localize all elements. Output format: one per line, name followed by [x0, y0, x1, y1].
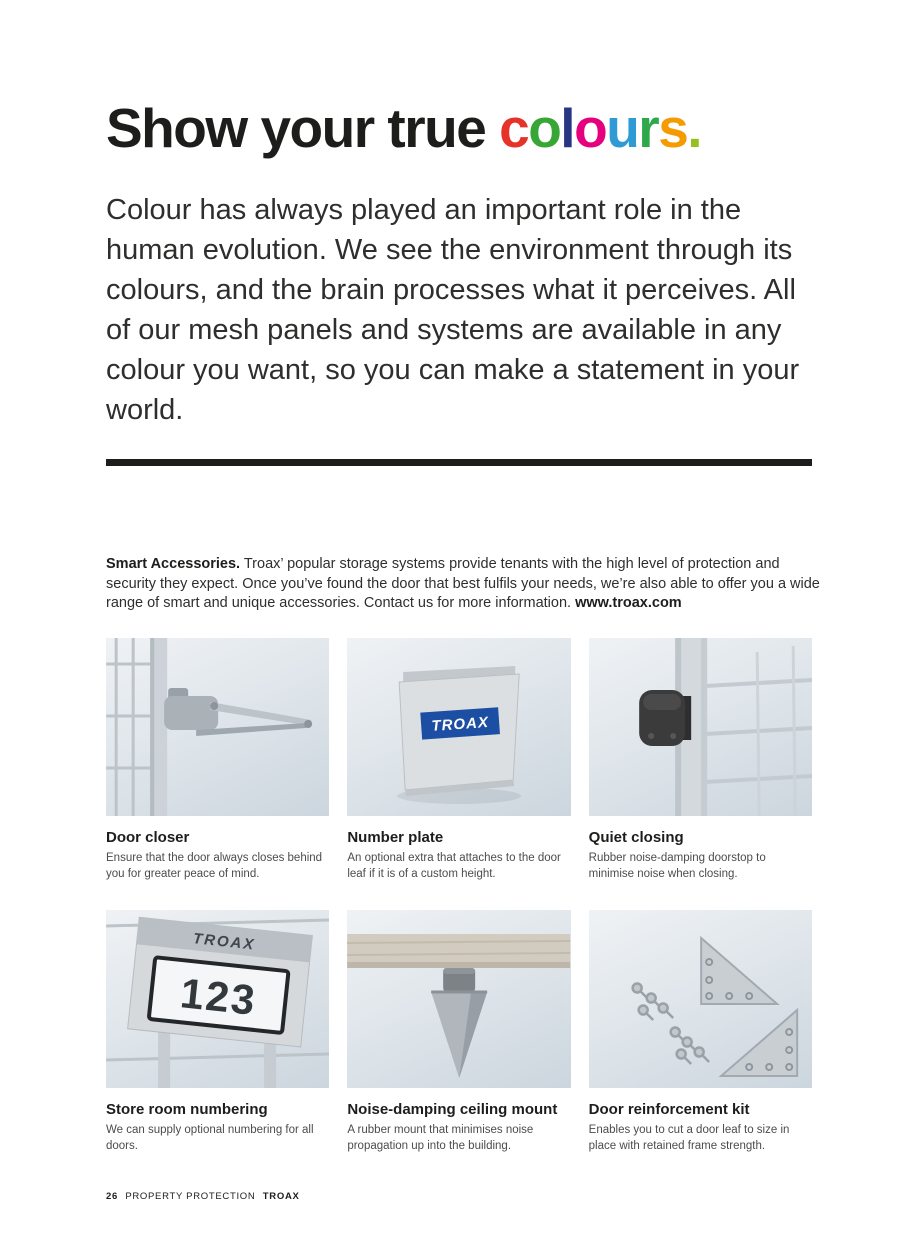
reinforcement-kit-illustration	[589, 910, 812, 1088]
card-description: Enables you to cut a door leaf to size in place with retained frame strength.	[588, 1124, 790, 1152]
footer-page-number: 26	[106, 1191, 118, 1202]
intro-paragraph: Colour has always played an important role in the human evolution. We see the environment through its colours, and the brain processes what it perceives. All of our mesh panels and systems are available in any colour you want, so you can make a statement in your world.	[106, 194, 800, 426]
lead-heading: Smart Accessories.	[106, 556, 241, 572]
troax-logo-text: TROAX	[431, 713, 490, 735]
lead-paragraph	[106, 555, 820, 614]
page-footer	[106, 1191, 304, 1202]
headline-black-text: Show your true	[106, 97, 500, 159]
door-closer-image	[106, 638, 329, 816]
divider-rule	[106, 459, 812, 466]
ceiling-mount-image	[347, 910, 570, 1088]
headline-colored-word: colours.	[499, 97, 702, 159]
card-description: We can supply optional numbering for all doors.	[106, 1124, 314, 1152]
room-number-text: 123	[178, 969, 259, 1024]
card-door-closer	[106, 638, 329, 882]
card-description: Ensure that the door always closes behind you for greater peace of mind.	[106, 852, 323, 880]
ceiling-mount-illustration	[347, 910, 570, 1088]
lead-text: Troax’ popular storage systems provide tenants with the high level of protection and security they expect. Once you’ve found the door that best fulfils your needs, we’re also able to offer you a wide range of smart and unique accessories. Contact us for more information.	[106, 556, 820, 611]
card-title: Door reinforcement kit	[588, 1101, 750, 1118]
card-title: Number plate	[347, 829, 444, 846]
door-closer-illustration	[106, 638, 329, 816]
reinforcement-kit-image	[589, 910, 812, 1088]
footer-section-label: PROPERTY PROTECTION	[125, 1191, 256, 1202]
store-room-numbering-image	[106, 910, 329, 1088]
card-title: Noise-damping ceiling mount	[347, 1101, 558, 1118]
number-plate-image	[347, 638, 570, 816]
card-reinforcement-kit	[589, 910, 812, 1154]
card-ceiling-mount	[347, 910, 570, 1154]
card-store-room-numbering	[106, 910, 329, 1154]
quiet-closing-illustration	[589, 638, 812, 816]
card-title: Store room numbering	[106, 1101, 268, 1118]
card-number-plate	[347, 638, 570, 882]
troax-logo-text: TROAX	[192, 930, 257, 954]
footer-brand: TROAX	[262, 1191, 300, 1202]
website-link[interactable]: www.troax.com	[575, 595, 682, 611]
card-quiet-closing	[589, 638, 812, 882]
card-description: An optional extra that attaches to the door leaf if it is of a custom height.	[347, 852, 561, 880]
accessories-grid	[106, 638, 812, 1154]
number-plate-illustration	[347, 638, 570, 816]
card-description: A rubber mount that minimises noise propagation up into the building.	[347, 1124, 534, 1152]
page-title	[106, 96, 701, 160]
store-room-numbering-illustration	[106, 910, 329, 1088]
card-title: Door closer	[106, 829, 190, 846]
quiet-closing-image	[589, 638, 812, 816]
card-title: Quiet closing	[588, 829, 684, 846]
card-description: Rubber noise-damping doorstop to minimise noise when closing.	[588, 852, 766, 880]
